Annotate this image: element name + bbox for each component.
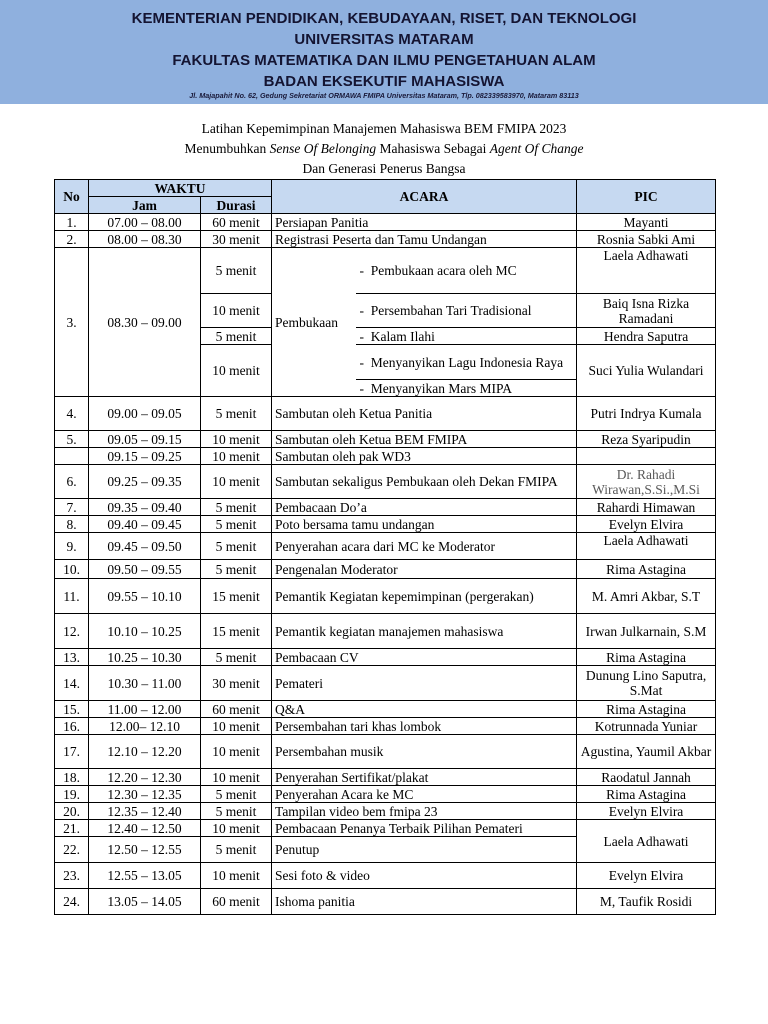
row-durasi: 15 menit <box>201 579 272 614</box>
row-no: 5. <box>55 431 89 448</box>
row-acara: Poto bersama tamu undangan <box>272 516 577 533</box>
row-no: 20. <box>55 803 89 820</box>
row-jam: 12.10 – 12.20 <box>89 735 201 769</box>
row-jam: 09.40 – 09.45 <box>89 516 201 533</box>
row-durasi: 10 menit <box>201 735 272 769</box>
row-durasi: 5 menit <box>201 803 272 820</box>
row-durasi: 10 menit <box>201 718 272 735</box>
header-acara: ACARA <box>272 180 577 214</box>
row-jam: 09.05 – 09.15 <box>89 431 201 448</box>
row-acara: Sambutan sekaligus Pembukaan oleh Dekan FMIPA <box>272 465 577 499</box>
header-no: No <box>55 180 89 214</box>
row-pic: Rima Astagina <box>577 701 716 718</box>
row-no: 11. <box>55 579 89 614</box>
table-row <box>55 448 716 465</box>
row-acara: Pemantik kegiatan manajemen mahasiswa <box>272 614 577 649</box>
letterhead <box>0 0 768 104</box>
faculty-name: FAKULTAS MATEMATIKA DAN ILMU PENGETAHUAN ALAM <box>172 52 596 69</box>
row-jam: 10.10 – 10.25 <box>89 614 201 649</box>
row-durasi: 5 menit <box>201 499 272 516</box>
row-jam: 09.25 – 09.35 <box>89 465 201 499</box>
row-no: 10. <box>55 560 89 579</box>
row-jam: 12.00– 12.10 <box>89 718 201 735</box>
row-acara: Penutup <box>272 837 577 863</box>
table-row <box>55 820 716 837</box>
header-jam: Jam <box>89 197 201 214</box>
row-no: 22. <box>55 837 89 863</box>
row-jam: 07.00 – 08.00 <box>89 214 201 231</box>
row-acara: Sambutan oleh Ketua Panitia <box>272 397 577 431</box>
document-subtitle-2: Dan Generasi Penerus Bangsa <box>302 161 466 176</box>
letterhead-address: Jl. Majapahit No. 62, Gedung Sekretariat ORMAWA FMIPA Universitas Mataram, Tlp. 082339583970, Mataram 83113 <box>189 91 579 100</box>
table-row <box>55 248 716 294</box>
row-acara: Sesi foto & video <box>272 863 577 889</box>
row-durasi: 10 menit <box>201 820 272 837</box>
row-durasi: 5 menit <box>201 516 272 533</box>
row-acara: Persembahan tari khas lombok <box>272 718 577 735</box>
row-pic: Mayanti <box>577 214 716 231</box>
table-row <box>55 560 716 579</box>
row-jam: 10.25 – 10.30 <box>89 649 201 666</box>
row-acara: Penyerahan Sertifikat/plakat <box>272 769 577 786</box>
row-jam: 12.50 – 12.55 <box>89 837 201 863</box>
row-durasi: 15 menit <box>201 614 272 649</box>
row-acara: Pembacaan Penanya Terbaik Pilihan Pemateri <box>272 820 577 837</box>
row-no: 19. <box>55 786 89 803</box>
row-pic: Kotrunnada Yuniar <box>577 718 716 735</box>
schedule-table <box>54 179 716 915</box>
table-header-row <box>55 180 716 197</box>
row-no: 2. <box>55 231 89 248</box>
row-no: 7. <box>55 499 89 516</box>
row-acara: Pemateri <box>272 666 577 701</box>
row-acara: Pengenalan Moderator <box>272 560 577 579</box>
table-row <box>55 803 716 820</box>
row-durasi: 30 menit <box>201 666 272 701</box>
row-pic: Evelyn Elvira <box>577 803 716 820</box>
sub-acara: - Menyanyikan Lagu Indonesia Raya <box>356 345 577 380</box>
row-pic: M, Taufik Rosidi <box>577 889 716 915</box>
table-row <box>55 579 716 614</box>
row-durasi: 60 menit <box>201 889 272 915</box>
row-pic: Dunung Lino Saputra, S.Mat <box>577 666 716 701</box>
row-acara: Penyerahan acara dari MC ke Moderator <box>272 533 577 560</box>
row-no: 4. <box>55 397 89 431</box>
row-acara: Sambutan oleh Ketua BEM FMIPA <box>272 431 577 448</box>
row-no: 16. <box>55 718 89 735</box>
row-no: 23. <box>55 863 89 889</box>
table-row <box>55 397 716 431</box>
row-durasi: 5 menit <box>201 560 272 579</box>
table-row <box>55 214 716 231</box>
row-pic: Putri Indrya Kumala <box>577 397 716 431</box>
row-jam: 09.55 – 10.10 <box>89 579 201 614</box>
row-durasi: 30 menit <box>201 231 272 248</box>
row-acara: Ishoma panitia <box>272 889 577 915</box>
row-acara: Persembahan musik <box>272 735 577 769</box>
row-durasi: 10 menit <box>201 769 272 786</box>
table-row <box>55 516 716 533</box>
document-title: Latihan Kepemimpinan Manajemen Mahasiswa BEM FMIPA 2023 <box>201 121 567 136</box>
table-row <box>55 533 716 560</box>
row-acara: Pembacaan Do’a <box>272 499 577 516</box>
row-pic: Laela Adhawati <box>577 533 716 560</box>
row-acara: Registrasi Peserta dan Tamu Undangan <box>272 231 577 248</box>
row-jam: 11.00 – 12.00 <box>89 701 201 718</box>
row-pic: Evelyn Elvira <box>577 516 716 533</box>
table-row <box>55 889 716 915</box>
row-no: 3. <box>55 248 89 397</box>
row-acara: Persiapan Panitia <box>272 214 577 231</box>
row-no: 9. <box>55 533 89 560</box>
row-no: 15. <box>55 701 89 718</box>
ministry-name: KEMENTERIAN PENDIDIKAN, KEBUDAYAAN, RISET, DAN TEKNOLOGI <box>131 10 637 27</box>
row-pic: Rima Astagina <box>577 786 716 803</box>
row-durasi: 5 menit <box>201 533 272 560</box>
header-waktu: WAKTU <box>89 180 272 197</box>
row-jam: 08.00 – 08.30 <box>89 231 201 248</box>
document-subtitle: Menumbuhkan Sense Of Belonging Mahasiswa Sebagai Agent Of Change <box>184 141 584 156</box>
row-pic: Hendra Saputra <box>577 328 716 345</box>
row-acara: Tampilan video bem fmipa 23 <box>272 803 577 820</box>
row-jam: 12.30 – 12.35 <box>89 786 201 803</box>
table-row <box>55 718 716 735</box>
table-row <box>55 465 716 499</box>
row-durasi: 10 menit <box>201 448 272 465</box>
table-row <box>55 769 716 786</box>
row-jam: 12.20 – 12.30 <box>89 769 201 786</box>
row-acara: Q&A <box>272 701 577 718</box>
row-jam: 09.45 – 09.50 <box>89 533 201 560</box>
row-no <box>55 448 89 465</box>
row-no: 14. <box>55 666 89 701</box>
header-durasi: Durasi <box>201 197 272 214</box>
row-pic: Rahardi Himawan <box>577 499 716 516</box>
row-durasi: 60 menit <box>201 214 272 231</box>
row-durasi: 10 menit <box>201 465 272 499</box>
row-jam: 08.30 – 09.00 <box>89 248 201 397</box>
row-durasi: 10 menit <box>201 863 272 889</box>
table-row <box>55 666 716 701</box>
table-row <box>55 735 716 769</box>
university-name: UNIVERSITAS MATARAM <box>294 31 474 48</box>
sub-acara: - Pembukaan acara oleh MC <box>356 248 577 294</box>
row-jam: 13.05 – 14.05 <box>89 889 201 915</box>
student-board-name: BADAN EKSEKUTIF MAHASISWA <box>263 73 505 90</box>
row-jam: 12.55 – 13.05 <box>89 863 201 889</box>
row-pic: Evelyn Elvira <box>577 863 716 889</box>
row-pic: Baiq Isna Rizka Ramadani <box>577 294 716 328</box>
row-pic: Raodatul Jannah <box>577 769 716 786</box>
row-pic: M. Amri Akbar, S.T <box>577 579 716 614</box>
row-pic <box>577 448 716 465</box>
sub-acara: - Kalam Ilahi <box>356 328 577 345</box>
table-row <box>55 649 716 666</box>
row-no: 13. <box>55 649 89 666</box>
row-jam: 12.35 – 12.40 <box>89 803 201 820</box>
header-pic: PIC <box>577 180 716 214</box>
row-durasi: 5 menit <box>201 248 272 294</box>
row-acara: Pembacaan CV <box>272 649 577 666</box>
table-row <box>55 786 716 803</box>
row-jam: 09.50 – 09.55 <box>89 560 201 579</box>
row-pic: Rima Astagina <box>577 649 716 666</box>
table-row <box>55 701 716 718</box>
row-jam: 12.40 – 12.50 <box>89 820 201 837</box>
row-no: 17. <box>55 735 89 769</box>
row-no: 1. <box>55 214 89 231</box>
row-pic: Reza Syaripudin <box>577 431 716 448</box>
row-durasi: 10 menit <box>201 345 272 397</box>
row-no: 6. <box>55 465 89 499</box>
row-no: 18. <box>55 769 89 786</box>
row-jam: 09.15 – 09.25 <box>89 448 201 465</box>
table-row <box>55 614 716 649</box>
row-durasi: 5 menit <box>201 649 272 666</box>
row-no: 24. <box>55 889 89 915</box>
table-row <box>55 499 716 516</box>
table-row <box>55 231 716 248</box>
row-durasi: 5 menit <box>201 397 272 431</box>
row-pic: Dr. Rahadi Wirawan,S.Si.,M.Si <box>577 465 716 499</box>
row-no: 8. <box>55 516 89 533</box>
sub-acara: - Menyanyikan Mars MIPA <box>356 380 577 397</box>
row-pic: Laela Adhawati <box>577 820 716 863</box>
row-durasi: 5 menit <box>201 328 272 345</box>
row-acara: Sambutan oleh pak WD3 <box>272 448 577 465</box>
row-pic: Rima Astagina <box>577 560 716 579</box>
row-pic: Rosnia Sabki Ami <box>577 231 716 248</box>
row-durasi: 10 menit <box>201 294 272 328</box>
row-durasi: 5 menit <box>201 786 272 803</box>
row-jam: 10.30 – 11.00 <box>89 666 201 701</box>
row-jam: 09.35 – 09.40 <box>89 499 201 516</box>
row-pic: Suci Yulia Wulandari <box>577 345 716 397</box>
row-jam: 09.00 – 09.05 <box>89 397 201 431</box>
row-acara: Pemantik Kegiatan kepemimpinan (pergerakan) <box>272 579 577 614</box>
row-no: 12. <box>55 614 89 649</box>
row-durasi: 60 menit <box>201 701 272 718</box>
sub-acara: - Persembahan Tari Tradisional <box>356 294 577 328</box>
row-durasi: 5 menit <box>201 837 272 863</box>
table-row <box>55 863 716 889</box>
table-row <box>55 431 716 448</box>
row-acara: Penyerahan Acara ke MC <box>272 786 577 803</box>
row-pic: Irwan Julkarnain, S.M <box>577 614 716 649</box>
row-acara: Pembukaan <box>272 248 356 397</box>
row-no: 21. <box>55 820 89 837</box>
row-pic: Laela Adhawati <box>577 248 716 294</box>
row-durasi: 10 menit <box>201 431 272 448</box>
row-pic: Agustina, Yaumil Akbar <box>577 735 716 769</box>
